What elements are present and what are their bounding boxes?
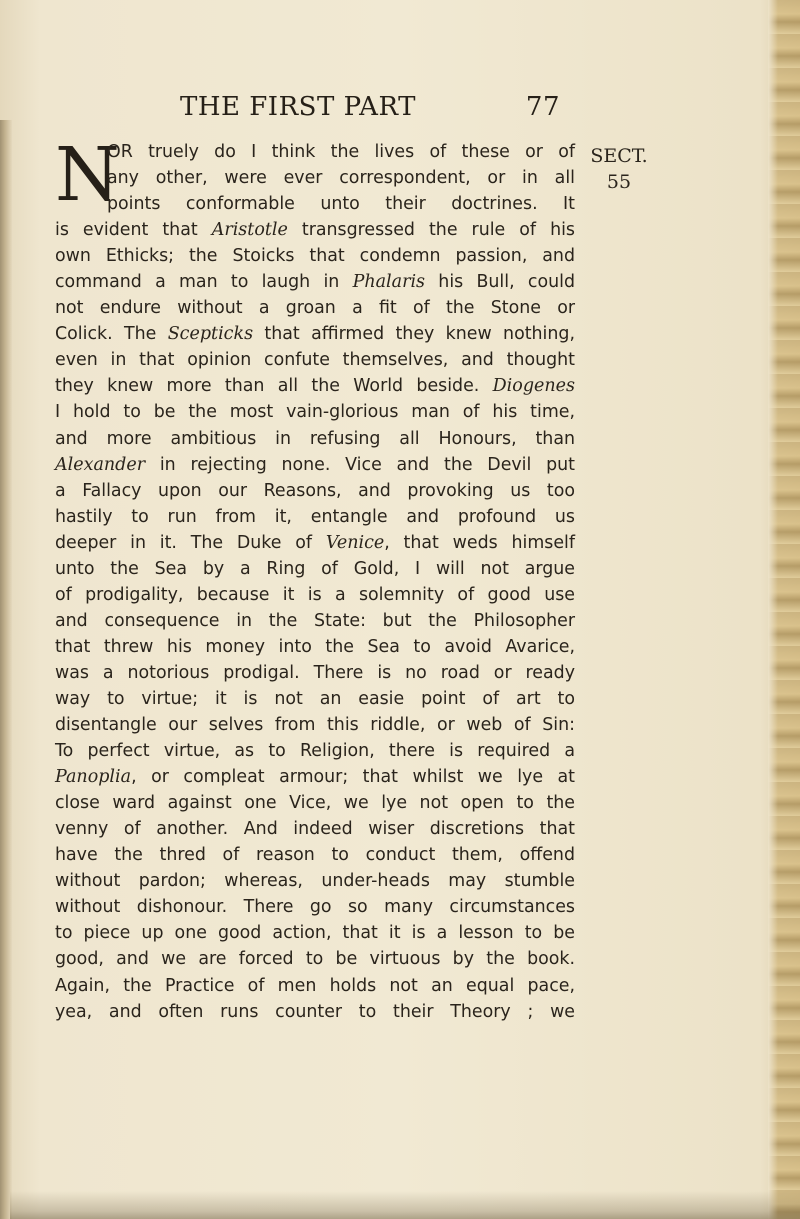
text-line [55, 920, 575, 946]
text-run: without dishonour. There go so many circumstances [55, 897, 575, 918]
text-line [55, 973, 575, 999]
margin-note-number: 55 [606, 171, 632, 193]
text-line [55, 999, 575, 1025]
text-run: disentangle our selves from this riddle, or web of Sin: [55, 715, 575, 736]
text-line [55, 217, 575, 243]
text-run: have the thred of reason to conduct them, offend [55, 845, 575, 866]
text-line [55, 946, 575, 972]
text-line [55, 660, 575, 686]
text-line [55, 530, 575, 556]
text-line [55, 686, 575, 712]
text-run: yea, and often runs counter to their Theory ; we [55, 1001, 575, 1022]
italic-term: Phalaris [352, 272, 426, 293]
text-run: OR truely do I think the lives of these or of [107, 142, 575, 162]
text-line [55, 269, 575, 295]
text-run: that affirmed they knew nothing, [253, 324, 575, 345]
text-line [55, 764, 575, 790]
text-line [55, 816, 575, 842]
text-run: unto the Sea by a Ring of Gold, I will not argue [55, 558, 575, 579]
text-line [55, 191, 575, 217]
text-run: and more ambitious in refusing all Honours, than [55, 428, 575, 449]
text-line [55, 139, 575, 165]
text-run: even in that opinion confute themselves, and thought [55, 350, 575, 371]
page-number: 77 [525, 92, 560, 122]
text-line [55, 790, 575, 816]
text-line [55, 347, 575, 373]
text-line [55, 582, 575, 608]
page-gutter-shadow [0, 120, 12, 1219]
text-run: close ward against one Vice, we lye not open to the [55, 793, 575, 814]
text-line [55, 321, 575, 347]
text-run: points conformable unto their doctrines. It [107, 194, 575, 215]
text-run: in rejecting none. Vice and the Devil put [145, 454, 575, 475]
text-run: to piece up one good action, that it is a lesson to be [55, 923, 575, 944]
text-run: transgressed the rule of his [287, 220, 575, 241]
text-line [55, 556, 575, 582]
page-bottom-shadow [10, 1191, 800, 1219]
drop-cap: N [55, 132, 120, 218]
text-run: a Fallacy upon our Reasons, and provoking us too [55, 480, 575, 501]
text-run: To perfect virtue, as to Religion, there is required a [55, 741, 575, 762]
text-run: , or compleat armour; that whilst we lye at [131, 767, 575, 788]
text-run: hastily to run from it, entangle and profound us [55, 506, 575, 527]
text-run: , that weds himself [384, 532, 575, 553]
text-run: Again, the Practice of men holds not an equal pace, [55, 975, 575, 996]
text-line [55, 295, 575, 321]
text-run: that threw his money into the Sea to avoid Avarice, [55, 636, 575, 657]
text-run: command a man to laugh in [55, 272, 353, 293]
text-run: venny of another. And indeed wiser discretions that [55, 819, 575, 840]
text-run: they knew more than all the World beside. [55, 376, 493, 397]
text-line [55, 868, 575, 894]
text-run: not endure without a groan a fit of the Stone or [55, 298, 575, 319]
text-run: of prodigality, because it is a solemnity of good use [55, 584, 575, 605]
text-run: own Ethicks; the Stoicks that condemn passion, and [55, 246, 575, 267]
text-run: way to virtue; it is not an easie point of art to [55, 688, 575, 709]
text-line [55, 712, 575, 738]
text-line [55, 478, 575, 504]
text-run: his Bull, could [425, 272, 575, 293]
text-run: and consequence in the State: but the Philosopher [55, 610, 575, 631]
text-run: any other, were ever correspondent, or in all [107, 168, 575, 189]
text-line [55, 399, 575, 425]
italic-term: Venice [325, 532, 385, 553]
italic-term: Panoplia [55, 767, 132, 788]
margin-note-label: SECT. [590, 145, 648, 167]
text-line [55, 165, 575, 191]
italic-term: Scepticks [167, 324, 254, 345]
text-line [55, 608, 575, 634]
text-line [55, 452, 575, 478]
margin-note [583, 143, 655, 195]
text-run: was a notorious prodigal. There is no road or ready [55, 662, 575, 683]
text-line [55, 426, 575, 452]
text-line [55, 894, 575, 920]
italic-term: Diogenes [492, 376, 575, 397]
text-line [55, 504, 575, 530]
text-line [55, 842, 575, 868]
text-line [55, 373, 575, 399]
italic-term: Aristotle [211, 220, 288, 241]
text-run: good, and we are forced to be virtuous by the book. [55, 949, 575, 970]
text-line [55, 738, 575, 764]
body-text [55, 132, 575, 1025]
running-head-title: THE FIRST PART [180, 92, 416, 122]
text-run: deeper in it. The Duke of [55, 532, 326, 553]
italic-term: Alexander [55, 454, 146, 475]
text-run: without pardon; whereas, under-heads may stumble [55, 871, 575, 892]
text-run: I hold to be the most vain-glorious man of his time, [55, 402, 575, 423]
text-run: is evident that [55, 220, 212, 241]
text-run: Colick. The [55, 324, 168, 345]
page-fore-edge [768, 0, 800, 1219]
text-line [55, 634, 575, 660]
text-line [55, 243, 575, 269]
